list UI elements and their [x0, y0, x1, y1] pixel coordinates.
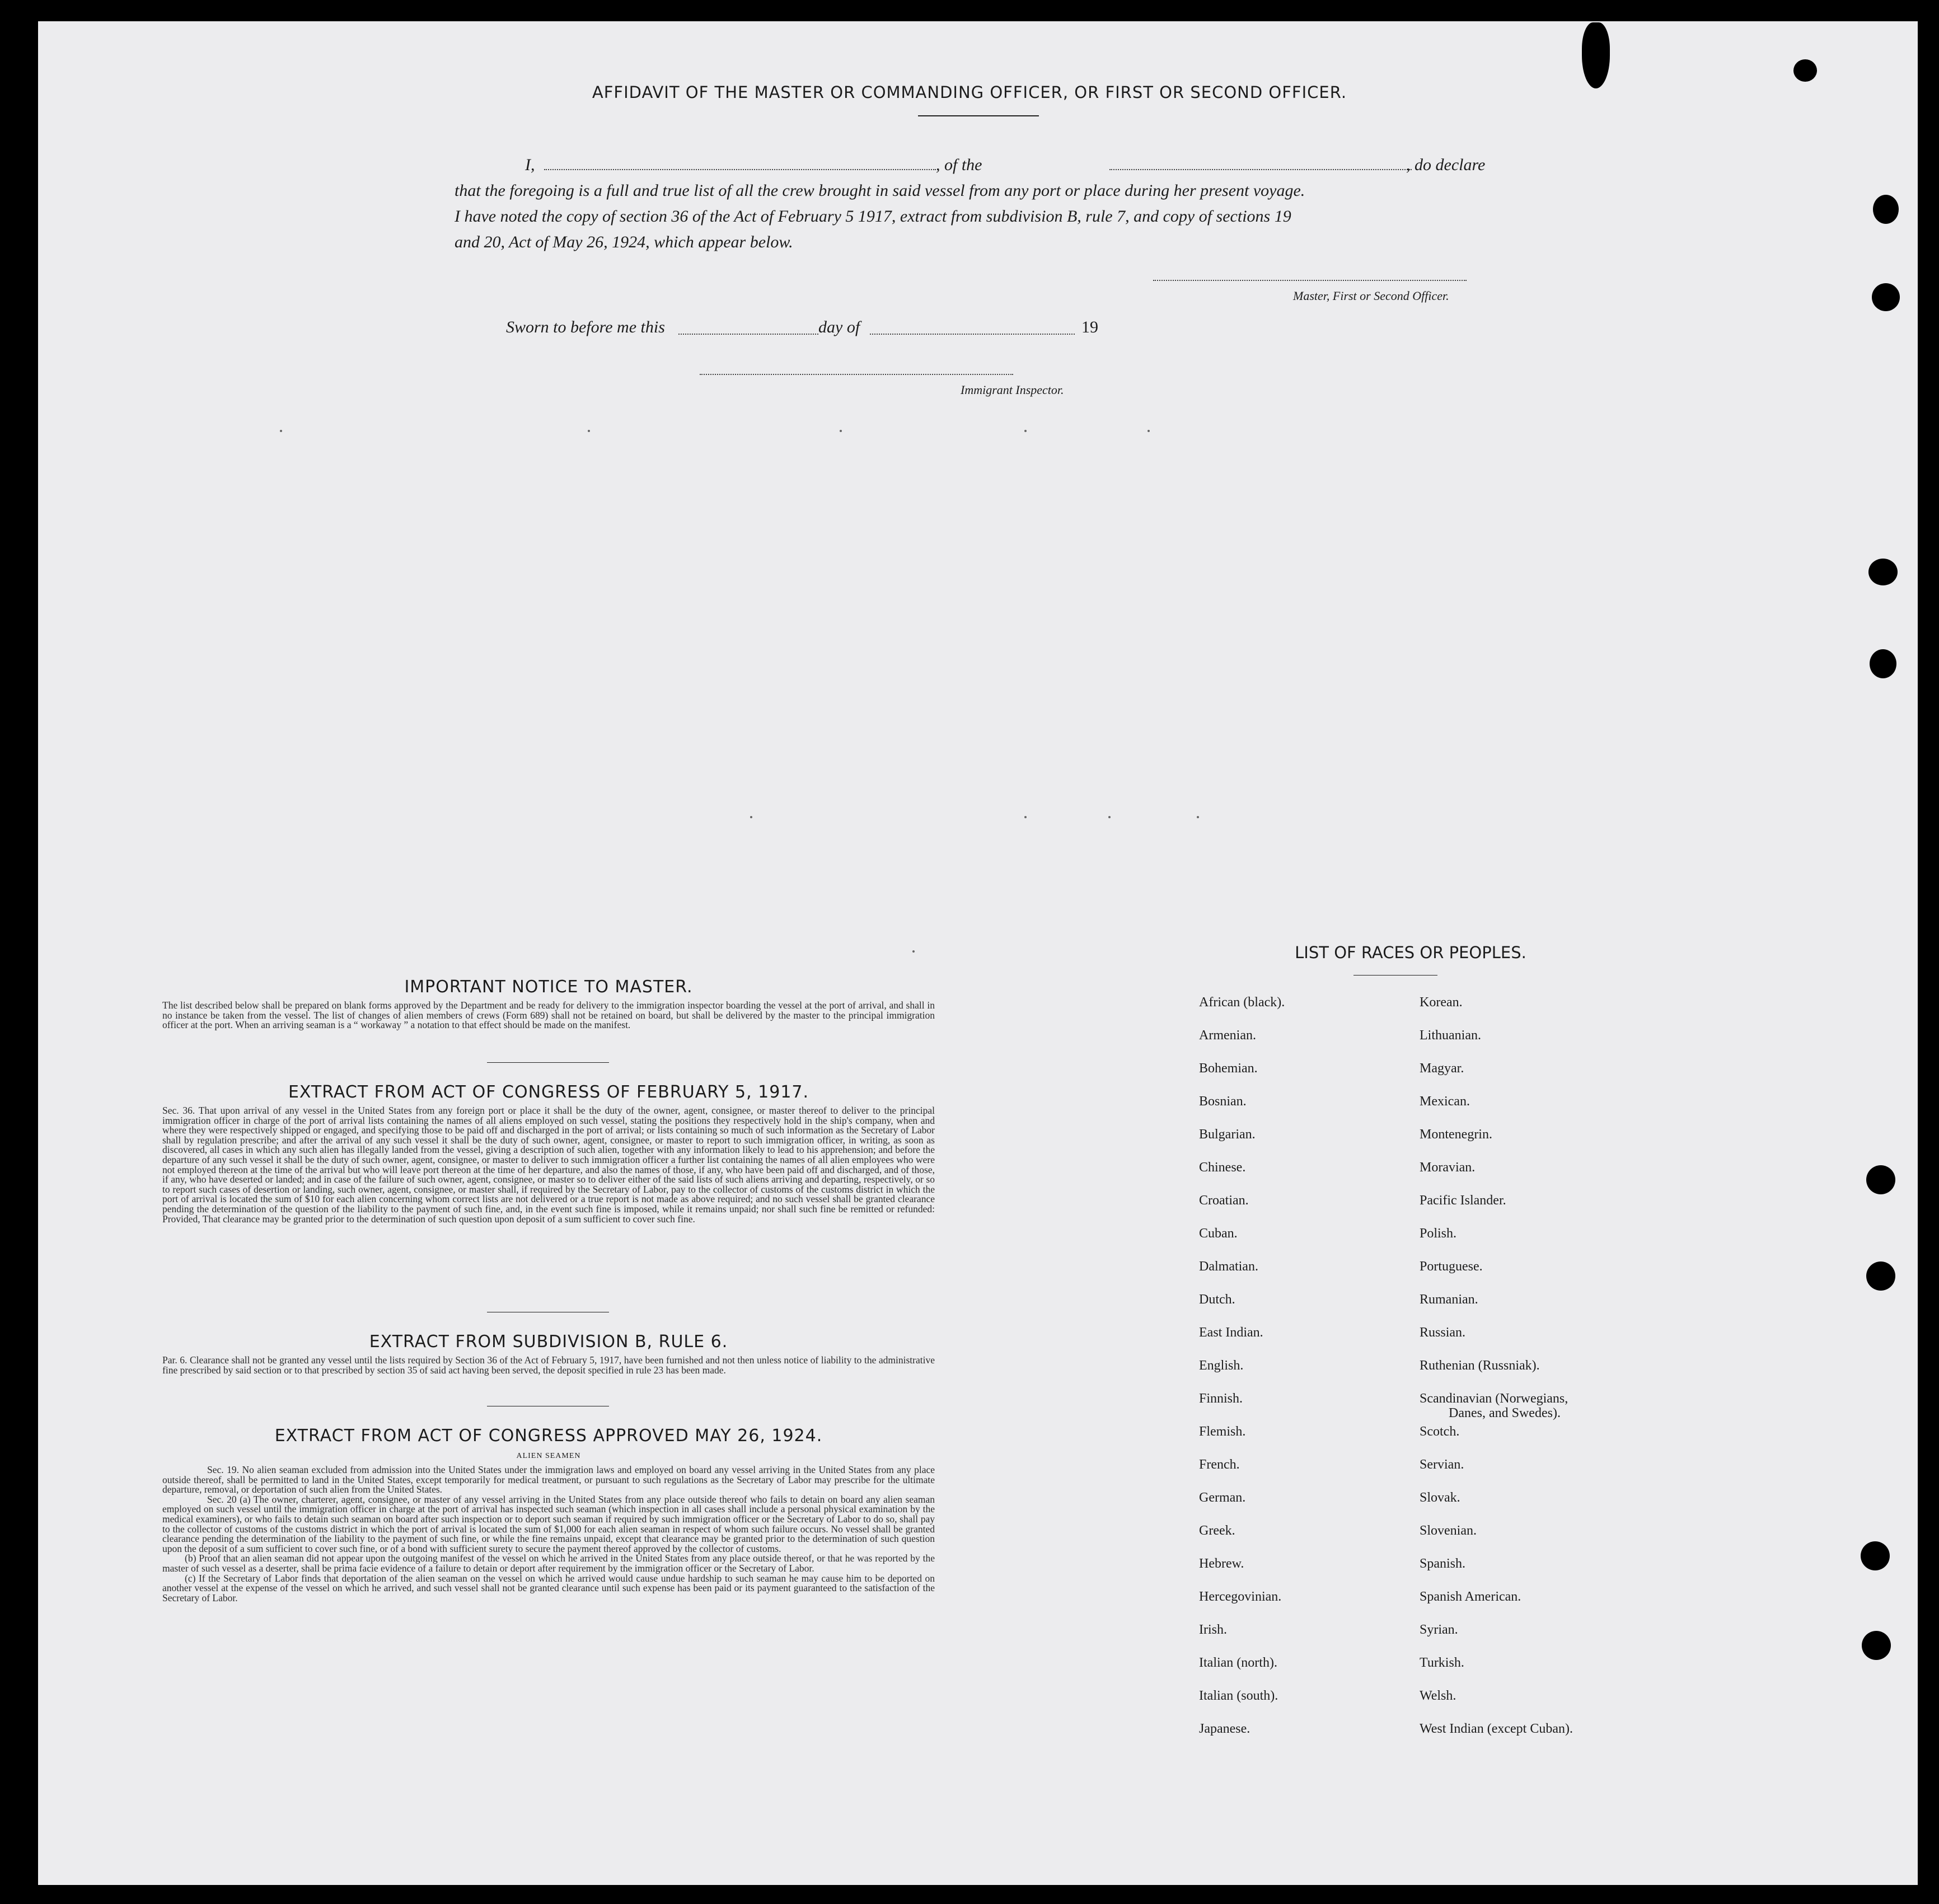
- race-item: Bulgarian.: [1199, 1127, 1256, 1142]
- affidavit-line-2: that the foregoing is a full and true list of all the crew brought in said vessel from any port or place during her present voyage.: [455, 181, 1305, 200]
- race-item: Armenian.: [1199, 1028, 1256, 1043]
- name-field[interactable]: [544, 169, 936, 170]
- affidavit-line-3: I have noted the copy of section 36 of the Act of February 5 1917, extract from subdivision B, rule 7, and copy of sections 19: [455, 207, 1291, 226]
- punch-hole: [1862, 1631, 1891, 1660]
- title-underline: [918, 115, 1039, 116]
- affidavit-line-4: and 20, Act of May 26, 1924, which appear below.: [455, 233, 793, 251]
- extract-1924-body: [162, 1465, 935, 1603]
- notice-title: IMPORTANT NOTICE TO MASTER.: [404, 977, 693, 997]
- sec20c-text: (c) If the Secretary of Labor finds that deportation of the alien seaman on the vessel on which he arrived would cause undue hardship to such seaman he may cause him to be deported on another vessel at the expense of the vessel on which he arrived, and such vessel shall not be granted clearance until such expense has been paid or its payment guaranteed to the satisfaction of the Secretary of Labor.: [162, 1572, 935, 1603]
- race-item-continuation: Danes, and Swedes).: [1449, 1406, 1561, 1420]
- race-item: German.: [1199, 1490, 1246, 1505]
- extract-1924-title: EXTRACT FROM ACT OF CONGRESS APPROVED MAY 26, 1924.: [274, 1426, 823, 1446]
- races-title: LIST OF RACES OR PEOPLES.: [1295, 943, 1526, 962]
- sworn-day-field[interactable]: [678, 334, 818, 335]
- speck: [1024, 430, 1027, 432]
- divider: [487, 1062, 609, 1063]
- race-item: English.: [1199, 1358, 1244, 1373]
- race-item: Pacific Islander.: [1420, 1193, 1506, 1208]
- race-item: West Indian (except Cuban).: [1420, 1722, 1573, 1736]
- race-item: Italian (north).: [1199, 1656, 1277, 1670]
- notice-text: The list described below shall be prepared on blank forms approved by the Department and be ready for delivery to the immigration inspector boarding the vessel at the port of arrival, and shall in no instance be taken from the vessel. The list of changes of alien members of crews (Form 689) shall not be retained on board, but shall be delivered by the master to the principal immigration officer at the port. When an arriving seaman is a “ workaway ” a notation to that effect should be made on the manifest.: [162, 1000, 935, 1031]
- race-item: Hercegovinian.: [1199, 1589, 1282, 1604]
- race-item: Dutch.: [1199, 1292, 1235, 1307]
- affidavit-title: AFFIDAVIT OF THE MASTER OR COMMANDING OFFICER, OR FIRST OR SECOND OFFICER.: [592, 83, 1347, 102]
- punch-hole: [1872, 283, 1900, 311]
- race-item: Russian.: [1420, 1325, 1466, 1340]
- punch-hole: [1868, 559, 1898, 585]
- race-item: East Indian.: [1199, 1325, 1263, 1340]
- race-item: Irish.: [1199, 1622, 1227, 1637]
- speck: [280, 430, 282, 432]
- race-item: Croatian.: [1199, 1193, 1249, 1208]
- inspector-signature-label: Immigrant Inspector.: [961, 383, 1064, 397]
- sec20b-text: (b) Proof that an alien seaman did not appear upon the outgoing manifest of the vessel on which he arrived in the United States from any place outside thereof, or that he was reported by the master of such vessel as a deserter, shall be prima facie evidence of a failure to detain or deport after requirement by the immigration officer or the Secretary of Labor.: [162, 1553, 935, 1574]
- race-item: Mexican.: [1420, 1094, 1470, 1109]
- punch-hole: [1866, 1261, 1895, 1291]
- extract-1917-title: EXTRACT FROM ACT OF CONGRESS OF FEBRUARY 5, 1917.: [288, 1082, 809, 1102]
- race-item: Turkish.: [1420, 1656, 1464, 1670]
- speck: [750, 816, 752, 818]
- extract-1917-text: Sec. 36. That upon arrival of any vessel in the United States from any foreign port or place it shall be the duty of the owner, agent, consignee, or master thereof to deliver to the principal immigration officer in charge of the port of arrival lists containing the names of all aliens employed on such vessel, stating the positions they respectively hold in the ship's company, when and where they were respectively shipped or engaged, and specifying those to be paid off and discharged in the port of arrival; or lists containing so much of such information as the Secretary of Labor shall by regulation prescribe; and after the arrival of any such vessel it shall be the duty of such owner, agent, consignee, or master to report to such immigration officer, in writing, as soon as discovered, all cases in which any such alien has illegally landed from the vessel, giving a description of such alien, together with any information likely to lead to his apprehension; and before the departure of any such vessel it shall be the duty of such owner, agent, consignee, or master to deliver to such immigration officer a further list containing the names of all alien employees who were not employed thereon at the time of the arrival but who will leave port thereon at the time of her departure, and also the names of those, if any, who have been paid off and discharged, and of those, if any, who have deserted or landed; and in case of the failure of such owner, agent, consignee, or master so to deliver either of the said lists of such aliens arriving and departing, respectively, or so to report such cases of desertion or landing, such owner, agent, consignee, or master shall, if required by the Secretary of Labor, pay to the collector of customs of the customs district in which the port of arrival is located the sum of $10 for each alien concerning whom correct lists are not delivered or a true report is not made as above required; and no such vessel shall be granted clearance pending the determination of the question of the liability to the payment of such fine, and, in the event such fine is imposed, while it remains unpaid; nor shall such fine be remitted or refunded: Provided, That clearance may be granted prior to the determination of such question upon deposit of a sum sufficient to cover such fine.: [162, 1105, 935, 1225]
- year-label: 19: [1081, 318, 1098, 336]
- race-item: Greek.: [1199, 1523, 1235, 1538]
- race-item: Flemish.: [1199, 1424, 1246, 1439]
- race-item: Spanish.: [1420, 1556, 1466, 1571]
- ink-blot: [1582, 22, 1610, 88]
- speck: [840, 430, 842, 432]
- race-item: Portuguese.: [1420, 1259, 1483, 1274]
- speck: [1148, 430, 1150, 432]
- extract-rule6-text: Par. 6. Clearance shall not be granted any vessel until the lists required by Section 36 of the Act of February 5, 1917, have been furnished and not then unless notice of liability to the administrative fine prescribed by said section or to that prescribed by section 35 of said act having been served, the deposit specified in rule 23 has been made.: [162, 1354, 935, 1376]
- day-of-label: day of: [818, 318, 860, 336]
- master-signature-label: Master, First or Second Officer.: [1293, 289, 1449, 303]
- race-item: Dalmatian.: [1199, 1259, 1258, 1274]
- race-item: Bosnian.: [1199, 1094, 1247, 1109]
- sworn-line: [506, 318, 1122, 340]
- race-item: Hebrew.: [1199, 1556, 1244, 1571]
- race-item: Cuban.: [1199, 1226, 1238, 1241]
- race-item: Montenegrin.: [1420, 1127, 1492, 1142]
- race-item: Magyar.: [1420, 1061, 1464, 1076]
- race-item: Chinese.: [1199, 1160, 1246, 1175]
- race-item: Bohemian.: [1199, 1061, 1258, 1076]
- divider: [1353, 975, 1437, 976]
- race-item: Finnish.: [1199, 1391, 1243, 1406]
- race-item: Syrian.: [1420, 1622, 1458, 1637]
- sec19-text: Sec. 19. No alien seaman excluded from admission into the United States under the immigration laws and employed on board any vessel arriving in the United States from any place outside thereof, shall be permitted to land in the United States, except temporarily for medical treatment, or pursuant to such regulations as the Secretary of Labor may prescribe for the ultimate departure, removal, or deportation of such alien from the United States.: [162, 1464, 935, 1495]
- race-item: Welsh.: [1420, 1689, 1456, 1703]
- do-declare-label: , do declare: [1406, 156, 1486, 174]
- speck: [1108, 816, 1111, 818]
- race-item: Scandinavian (Norwegians,: [1420, 1391, 1568, 1406]
- race-item: African (black).: [1199, 995, 1285, 1010]
- inspector-signature-line[interactable]: [700, 374, 1013, 375]
- of-the-label: , of the: [936, 156, 982, 174]
- race-item: Italian (south).: [1199, 1689, 1278, 1703]
- sworn-month-field[interactable]: [870, 334, 1075, 335]
- punch-hole: [1873, 195, 1899, 224]
- race-item: Slovenian.: [1420, 1523, 1477, 1538]
- affidavit-body: [455, 152, 1500, 255]
- race-item: Ruthenian (Russniak).: [1420, 1358, 1540, 1373]
- race-item: Rumanian.: [1420, 1292, 1478, 1307]
- speck: [1024, 816, 1027, 818]
- race-item: Slovak.: [1420, 1490, 1460, 1505]
- race-item: Japanese.: [1199, 1722, 1250, 1736]
- speck: [1197, 816, 1199, 818]
- punch-hole: [1870, 649, 1896, 678]
- race-item: Polish.: [1420, 1226, 1457, 1241]
- race-item: Servian.: [1420, 1457, 1464, 1472]
- punch-hole: [1866, 1165, 1895, 1194]
- master-signature-line[interactable]: [1153, 280, 1467, 281]
- race-item: Lithuanian.: [1420, 1028, 1481, 1043]
- race-item: Spanish American.: [1420, 1589, 1521, 1604]
- race-item: Scotch.: [1420, 1424, 1460, 1439]
- speck: [912, 950, 915, 953]
- sec20a-text: Sec. 20 (a) The owner, charterer, agent, consignee, or master of any vessel arriving in the United States from any place outside thereof who fails to detain on board any alien seaman employed on such vessel until the immigration officer in charge at the port of arrival has inspected such seaman (which inspection in all cases shall include a personal physical examination by the medical examiners), or who fails to detain such seaman on board after such inspection or to deport such seaman if required by such immigration officer or the Secretary of Labor to do so, shall pay to the collector of customs of the customs district in which the port of arrival is located the sum of $1,000 for each alien seaman in respect of whom such failure occurs. No vessel shall be granted clearance pending the determination of the liability to the payment of such fine, or while the fine remains unpaid, except that clearance may be granted prior to the determination of such question upon the deposit of a sum sufficient to cover such fine, or of a bond with sufficient surety to secure the payment thereof approved by the collector of customs.: [162, 1493, 935, 1554]
- speck: [588, 430, 590, 432]
- alien-seamen-subtitle: ALIEN SEAMEN: [516, 1452, 581, 1460]
- race-item: Korean.: [1420, 995, 1463, 1010]
- vessel-field[interactable]: [1109, 169, 1412, 170]
- extract-rule6-title: EXTRACT FROM SUBDIVISION B, RULE 6.: [369, 1332, 728, 1352]
- race-item: French.: [1199, 1457, 1240, 1472]
- punch-hole: [1793, 59, 1817, 82]
- form-sheet: [38, 21, 1918, 1885]
- race-item: Moravian.: [1420, 1160, 1476, 1175]
- punch-hole: [1861, 1541, 1890, 1570]
- affidavit-line-1: [455, 152, 1500, 178]
- sworn-label: Sworn to before me this: [506, 318, 665, 336]
- i-label: I,: [525, 156, 535, 174]
